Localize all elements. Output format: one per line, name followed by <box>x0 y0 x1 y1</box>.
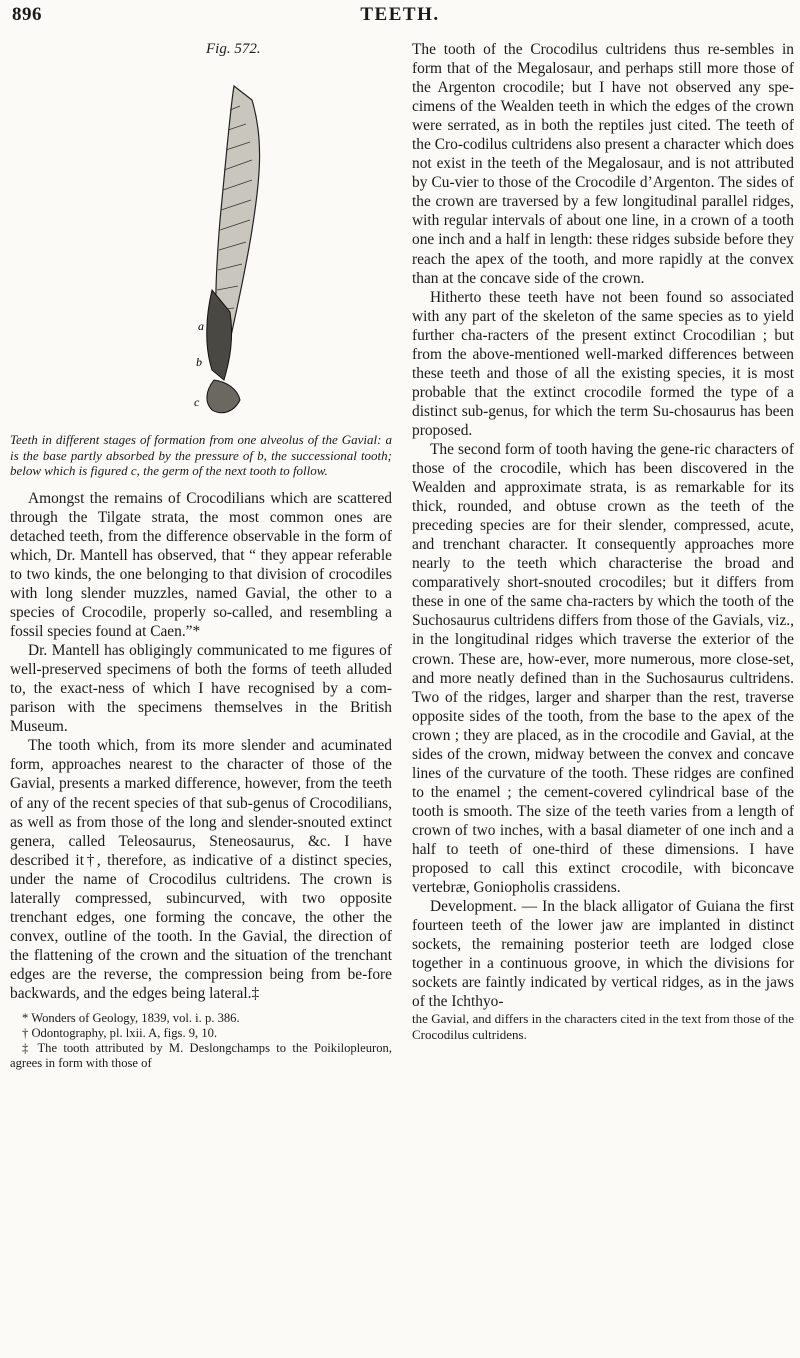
footnote-1: * Wonders of Geology, 1839, vol. i. p. 386. <box>22 1011 240 1026</box>
tooth-c <box>207 380 240 413</box>
label-c: c <box>194 395 200 409</box>
page-number: 896 <box>12 4 42 25</box>
figure-572 <box>10 40 392 430</box>
page-header <box>0 4 800 38</box>
left-paragraph-1: Amongst the remains of Crocodilians which are scattered through the Tilgate strata, the most common ones are detached teeth, from the difference observable in the form of which, Dr. Mantell has observed, that “ they appear referable to two kinds, the one belonging to that division of crocodiles with long slender muzzles, named Gavial, the other to a species of Crocodile, properly so-called, and resembling a fossil species found at Caen.”* <box>10 489 392 641</box>
right-paragraph-1: The tooth of the Crocodilus cultridens thus re-sembles in form that of the Megalosaur, and perhaps still more those of the Argenton crocodile; but I have not observed any spe-cimens of the Wealden teeth in which the edges of the crown were serrated, as in both the reptiles just cited. The teeth of the Cro-codilus cultridens also present a character which does not exist in the teeth of the Megalosaur, and is not attributed by Cu-vier to those of the Crocodile d’Argenton. The sides of the crown are traversed by a few longitudinal parallel ridges, with regular intervals of about one line, in a crown of a tooth one inch and a half in length: these ridges subside before they reach the apex of the tooth, and more rapidly at the convex than at the concave side of the crown. <box>412 41 794 287</box>
right-paragraph-2: Hitherto these teeth have not been found so associated with any part of the skeleton of the same species as to yield further cha-racters of the present extinct Crocodilian ; but from the above-mentioned well-marked differences between these teeth and those of all the existing species, it is most probable that the extinct crocodile formed the type of a distinct sub-genus, for which the term Su-chosaurus has been proposed. <box>412 288 794 439</box>
right-paragraph-3: The second form of tooth having the gene-ric characters of those of the crocodile, which has been discovered in the Wealden and approximate strata, is as remarkable for its thick, rounded, and obtuse crown as the teeth of the preceding species are for their slender, compressed, acute, and trenchant character. It consequently approaches more nearly to the teeth which characterise the broad and comparatively short-snouted crocodiles; but it differs from these in one of the same cha-racters by which the tooth of the Suchosaurus cultridens differs from those of the Gavials, viz., in the longitudinal ridges which traverse the exterior of the crown. These are, how-ever, more numerous, more close-set, and more neatly defined than in the Suchosaurus cultridens. Two of the ridges, larger and sharper than the rest, traverse opposite sides of the tooth, from the base to the apex of the crown ; they are placed, as in the crocodile and Gavial, at the sides of the crown, midway between the convex and concave lines of the curvature of the tooth. These ridges are confined to the enamel ; the cement-covered cylindrical base of the tooth is smooth. The size of the teeth varies from a length of crown of two inches, with a basal diameter of one inch and a half to teeth of one-third of these dimensions. I have proposed to call this extinct crocodile, with biconcave vertebræ, Goniopholis crassidens. <box>412 440 794 897</box>
label-b: b <box>196 355 202 369</box>
footnote-continuation: the Gavial, and differs in the characters cited in the text from those of the Crocodilus cultridens. <box>412 1011 794 1042</box>
right-column <box>412 40 794 1043</box>
footnotes <box>10 1011 392 1071</box>
tooth-illustration <box>190 80 280 430</box>
footnote-3: ‡ The tooth attributed by M. Deslongchamps to the Poikilopleuron, agrees in form with those of <box>10 1041 392 1071</box>
figure-caption: Teeth in different stages of formation from one alveolus of the Gavial: a is the base partly absorbed by the pressure of b, the successional tooth; below which is figured c, the germ of the next tooth to follow. <box>10 432 392 479</box>
figure-label: Fig. 572. <box>206 41 261 57</box>
footnote-2: † Odontography, pl. lxii. A, figs. 9, 10. <box>22 1026 218 1041</box>
right-paragraph-4: Development. — In the black alligator of Guiana the first fourteen teeth of the lower jaw are implanted in distinct sockets, the remaining posterior teeth are lodged close together in a continuous groove, in which the divisions for sockets are faintly indicated by vertical ridges, as in the jaws of the Ichthyo- <box>412 898 794 1011</box>
label-a: a <box>198 319 204 333</box>
left-column <box>10 40 392 1071</box>
left-paragraph-2: Dr. Mantell has obligingly communicated to me figures of well-preserved specimens of both the forms of teeth alluded to, the exact-ness of which I have recognised by a com-parison with the specimens themselves in the British Museum. <box>10 642 392 736</box>
running-title: TEETH. <box>360 4 440 25</box>
left-paragraph-3: The tooth which, from its more slender and acuminated form, approaches nearest to the character of those of the Gavial, presents a marked difference, however, from the teeth of any of the recent species of that sub-genus of Crocodilians, as well as from those of the long and slender-snouted extinct genera, called Teleosaurus, Steneosaurus, &c. I have described it†, therefore, as indicative of a distinct species, under the name of Crocodilus cultridens. The crown is laterally compressed, subincurved, with two opposite trenchant edges, one forming the concave, the other the convex, outline of the tooth. In the Gavial, the direction of the flattening of the crown and the situation of the trenchant edges are the reverse, the compression being from be-fore backwards, and the edges being lateral.‡ <box>10 737 392 1002</box>
